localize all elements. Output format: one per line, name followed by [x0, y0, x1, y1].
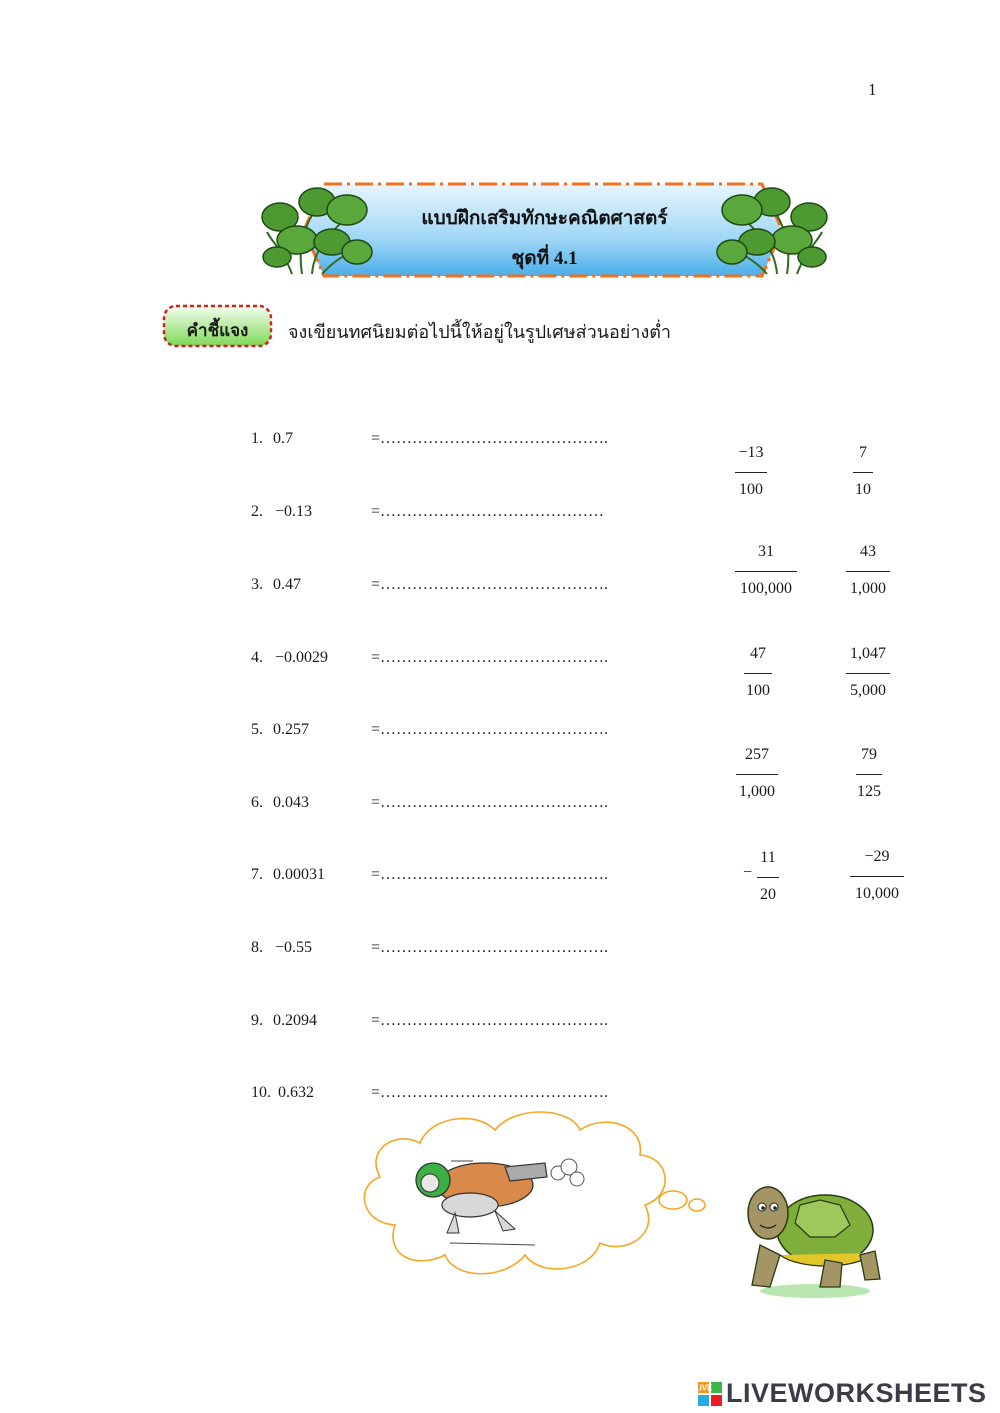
fraction-numerator: 1,047 [850, 645, 886, 662]
fraction-denominator: 5,000 [850, 682, 886, 699]
fraction-denominator: 10 [855, 481, 871, 498]
question-number: 9. [251, 1012, 263, 1029]
fraction-bar [735, 472, 767, 473]
fraction-bar [757, 877, 779, 878]
question-decimal: 0.47 [273, 576, 301, 593]
fraction-card[interactable] [849, 746, 889, 803]
question-decimal: 0.257 [273, 721, 309, 738]
thought-cloud-illustration [355, 1105, 720, 1285]
fraction-denominator: 1,000 [850, 580, 886, 597]
fraction-denominator: 10,000 [855, 885, 899, 902]
answer-blank[interactable]: =……………………………………. [371, 576, 609, 593]
answer-blank[interactable]: =……………………………………. [371, 866, 609, 883]
question-decimal: −0.13 [275, 503, 313, 520]
fraction-bar [736, 774, 778, 775]
answer-blank[interactable]: =……………………………………. [371, 1084, 609, 1101]
fraction-bar [744, 673, 772, 674]
liveworksheets-logo[interactable]: LIVEWORKSHEETS [726, 1378, 987, 1408]
fraction-card[interactable] [726, 444, 776, 501]
fraction-bar [853, 472, 873, 473]
logo-badge-text: LIVE [694, 1383, 713, 1393]
fraction-bar [735, 571, 797, 572]
fraction-denominator: 100 [739, 481, 763, 498]
question-decimal: −0.55 [275, 939, 313, 956]
answer-blank[interactable]: =…………………………………… [371, 503, 605, 520]
question-number: 8. [251, 939, 263, 956]
instruction-text: จงเขียนทศนิยมต่อไปนี้ให้อยู่ในรูปเศษส่วนอย่างต่ำ [288, 322, 672, 342]
fraction-bar [846, 673, 890, 674]
turtle-mascot-icon [740, 1175, 890, 1300]
fraction-denominator: 20 [760, 886, 776, 903]
question-number: 7. [251, 866, 263, 883]
question-decimal: −0.0029 [275, 649, 329, 666]
answer-blank[interactable]: =……………………………………. [371, 721, 609, 738]
fraction-numerator: 79 [861, 746, 877, 763]
fraction-card[interactable] [843, 543, 893, 600]
question-decimal: 0.00031 [273, 866, 325, 883]
fraction-numerator: 11 [760, 849, 776, 866]
fraction-bar [846, 571, 890, 572]
question-number: 10. [251, 1084, 271, 1101]
answer-blank[interactable]: =……………………………………. [371, 939, 609, 956]
fraction-numerator: 43 [860, 543, 876, 560]
fraction-denominator: 125 [857, 783, 881, 800]
question-number: 1. [251, 430, 263, 447]
fraction-card[interactable] [732, 746, 782, 803]
question-number: 2. [251, 503, 263, 520]
question-number: 3. [251, 576, 263, 593]
fraction-numerator: −29 [864, 848, 890, 865]
page-number: 1 [868, 80, 877, 99]
question-decimal: 0.2094 [273, 1012, 317, 1029]
question-decimal: 0.043 [273, 794, 309, 811]
fraction-numerator: −13 [738, 444, 764, 461]
fraction-card[interactable] [848, 848, 906, 905]
fraction-card[interactable] [738, 645, 778, 702]
liveworksheets-logo-icon [694, 1382, 722, 1406]
answer-blank[interactable]: =……………………………………. [371, 1012, 609, 1029]
worksheet-set-number: ชุดที่ 4.1 [511, 248, 578, 269]
fraction-bar [856, 774, 882, 775]
fraction-card[interactable] [732, 543, 800, 600]
fraction-card[interactable] [845, 444, 881, 501]
question-number: 4. [251, 649, 263, 666]
instruction-label: คำชี้แจง [186, 321, 249, 340]
answer-blank[interactable]: =……………………………………. [371, 794, 609, 811]
fraction-denominator: 1,000 [739, 783, 775, 800]
fraction-negative-sign: − [743, 864, 753, 881]
question-number: 5. [251, 721, 263, 738]
fraction-denominator: 100 [746, 682, 770, 699]
fraction-bar [850, 876, 904, 877]
fraction-numerator: 47 [750, 645, 766, 662]
fraction-card[interactable] [753, 849, 783, 906]
fraction-numerator: 257 [745, 746, 769, 763]
fraction-denominator: 100,000 [740, 580, 792, 597]
answer-blank[interactable]: =……………………………………. [371, 649, 609, 666]
question-decimal: 0.7 [273, 430, 293, 447]
worksheet-title: แบบฝึกเสริมทักษะคณิตศาสตร์ [421, 208, 668, 229]
fraction-numerator: 7 [859, 444, 867, 461]
question-decimal: 0.632 [278, 1084, 314, 1101]
question-number: 6. [251, 794, 263, 811]
fraction-numerator: 31 [758, 543, 774, 560]
fraction-card[interactable] [843, 645, 893, 702]
answer-blank[interactable]: =……………………………………. [371, 430, 609, 447]
